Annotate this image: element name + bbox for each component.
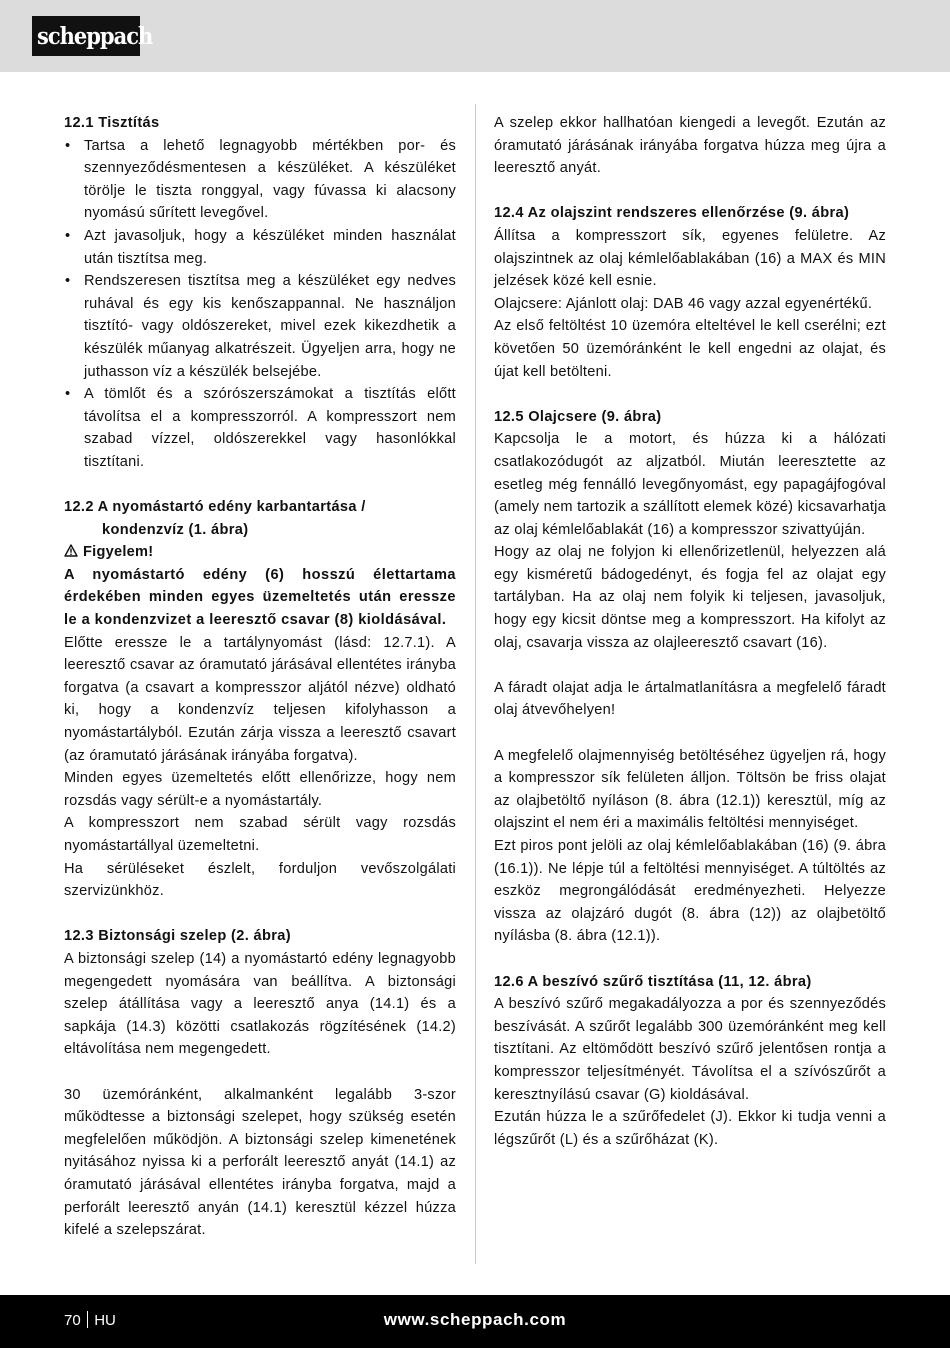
section-title-cleaning: 12.1 Tisztítás — [64, 115, 160, 131]
paragraph: Az első feltöltést 10 üzemóra elteltével le kell cserélni; ezt követően 50 üzemóránként le kell engedni az olajat, és újat kell betölteni. — [494, 318, 886, 380]
section-title-oil-level: 12.4 Az olajszint rendszeres ellenőrzése (9. ábra) — [494, 205, 850, 222]
paragraph: A beszívó szűrő megakadályozza a por és szennyeződés beszívását. A szűrőt legalább 300 üzemóránként meg kell tisztítani. Az eltömődött beszívó szűrő jelentősen rontja a kompresszor teljesítményét. Távolítsa el a szívószűrőt a keresztnyílású csavar (G) kioldásával. — [494, 996, 886, 1103]
right-column — [494, 112, 886, 1151]
warning-heading — [64, 541, 456, 564]
page-header — [0, 0, 950, 72]
website-url: www.scheppach.com — [383, 1310, 567, 1329]
paragraph: A fáradt olajat adja le ártalmatlanításra a megfelelő fáradt olaj átvevőhelyen! — [494, 679, 886, 719]
warning-label: Figyelem! — [83, 544, 154, 561]
bullet-item: • Rendszeresen tisztítsa meg a készüléket egy nedves ruhával és egy kis kenőszappannal. Ne használjon tisztító- vagy oldószereket, mivel ezek kikezdhetik a készülék műanyag alkatrészeit. Ügyeljen arra, hogy ne juthasson víz a készülék belsejébe. — [64, 270, 456, 383]
language-code: HU — [94, 1312, 116, 1329]
left-column — [64, 112, 456, 1242]
paragraph: A biztonsági szelep (14) a nyomástartó edény legnagyobb megengedett nyomására van beállítva. A biztonsági szelep átállítása vagy a leeresztő anya (14.1) és a sapkája (14.3) közötti csatlakozás rögzítésének (14.2) eltávolítása nem megengedett. — [64, 950, 456, 1058]
paragraph: Előtte eressze le a tartálynyomást (lásd: 12.7.1). A leeresztő csavar az óramutató járásával ellentétes irányba forgatva (a csavart a kompresszor aljától nézve) oldható ki, hogy a kondenzvíz teljesen kifolyhasson a nyomástartályból. Ezután zárja vissza a leeresztő csavart (az óramutató járásának irányába forgatva). — [64, 634, 456, 764]
section-title-pressure-vessel: 12.2 A nyomástartó edény karbantartása / — [64, 499, 366, 516]
bullet-item: • Azt javasoljuk, hogy a készüléket minden használat után tisztítsa meg. — [64, 225, 456, 270]
page-number: 70 — [64, 1312, 81, 1329]
paragraph: Ezután húzza le a szűrőfedelet (J). Ekkor ki tudja venni a légszűrőt (L) és a szűrőházat (K). — [494, 1109, 886, 1148]
paragraph: A kompresszort nem szabad sérült vagy rozsdás nyomástartállyal üzemeltetni. — [64, 815, 456, 854]
bullet-item: • Tartsa a lehető legnagyobb mértékben por- és szennyeződésmentesen a készüléket. A készüléket törölje le tiszta ronggyal, vagy fúvassa ki alacsony nyomású sűrített levegővel. — [64, 135, 456, 225]
paragraph: Olajcsere: Ajánlott olaj: DAB 46 vagy azzal egyenértékű. — [494, 295, 873, 312]
page-footer — [0, 1295, 950, 1348]
brand-logo-text: scheppach — [37, 21, 153, 50]
column-divider — [475, 104, 476, 1264]
section-title-oil-change: 12.5 Olajcsere (9. ábra) — [494, 408, 662, 425]
paragraph: Kapcsolja le a motort, és húzza ki a hálózati csatlakozódugót az aljzatból. Miután leeresztette az esetleg még fennálló levegőnyomást, egy papagájfogóval (amely nem tartozik a szállított elemek közé) kicsavarhatja az olaj kémlelőablakát (16) a kompresszor szivattyúján. — [494, 431, 886, 538]
warning-triangle-icon — [64, 544, 78, 557]
paragraph: Állítsa a kompresszort sík, egyenes felületre. Az olajszintnek az olaj kémlelőablakában (16) a MAX és MIN jelzések közé kell esnie. — [494, 227, 886, 290]
section-title-pressure-vessel-cont: kondenzvíz (1. ábra) — [102, 521, 249, 538]
paragraph: 30 üzemóránként, alkalmanként legalább 3-szor működtesse a biztonsági szelepet, hogy szükség esetén megfelelően működjön. A biztonsági szelep kimenetének nyitásához nyissa ki a perforált leeresztő anyát (14.1) az óramutató járásával ellentétes irányba forgatva, majd a perforált leeresztő anyán (14.1) keresztül kézzel húzza kifelé a szelepszárat. — [64, 1086, 456, 1239]
paragraph: A szelep ekkor hallhatóan kiengedi a levegőt. Ezután az óramutató járásának irányába forgatva húzza meg újra a leeresztő anyát. — [494, 115, 886, 177]
paragraph: Minden egyes üzemeltetés előtt ellenőrizze, hogy nem rozsdás vagy sérült-e a nyomástartály. — [64, 770, 456, 809]
paragraph: A megfelelő olajmennyiség betöltéséhez ügyeljen rá, hogy a kompresszor sík felületen álljon. Töltsön be friss olajat az olajbetöltő nyíláson (8. ábra (12.1)) keresztül, míg az olajszint el nem éri a maximális feltöltési mennyiséget. — [494, 747, 886, 832]
warning-text: A nyomástartó edény (6) hosszú élettartama érdekében minden egyes üzemeltetés után eressze le a kondenzvizet a leeresztő csavar (8) kioldásával. — [64, 566, 456, 629]
paragraph: Ezt piros pont jelöli az olaj kémlelőablakában (16) (9. ábra (16.1)). Ne lépje túl a feltöltési mennyiséget. A túltöltés az eszköz megrongálódását eredményezheti. Helyezze vissza az olajzáró dugót (8. ábra (12)) az olajbetöltő nyílásba (8. ábra (12.1)). — [494, 838, 886, 945]
paragraph: Hogy az olaj ne folyjon ki ellenőrizetlenül, helyezzen alá egy kisméretű bádogedényt, és fogja fel az olajat egy tartályban. Ha az olaj nem folyik ki teljesen, javasoljuk, hogy egy kicsit döntse meg a kompresszort. Ha kifolyt az olaj, csavarja vissza az olajleeresztő csavart (16). — [494, 544, 886, 651]
section-title-intake-filter: 12.6 A beszívó szűrő tisztítása (11, 12. ábra) — [494, 973, 812, 990]
paragraph: Ha sérüléseket észlelt, forduljon vevőszolgálati szervizünkhöz. — [64, 860, 456, 900]
brand-logo — [32, 16, 153, 56]
bullet-item: • A tömlőt és a szórószerszámokat a tisztítás előtt távolítsa el a kompresszorról. A kompresszort nem szabad vízzel, oldószerekkel vagy hasonlókkal tisztítani. — [64, 383, 456, 473]
section-title-safety-valve: 12.3 Biztonsági szelep (2. ábra) — [64, 928, 291, 945]
